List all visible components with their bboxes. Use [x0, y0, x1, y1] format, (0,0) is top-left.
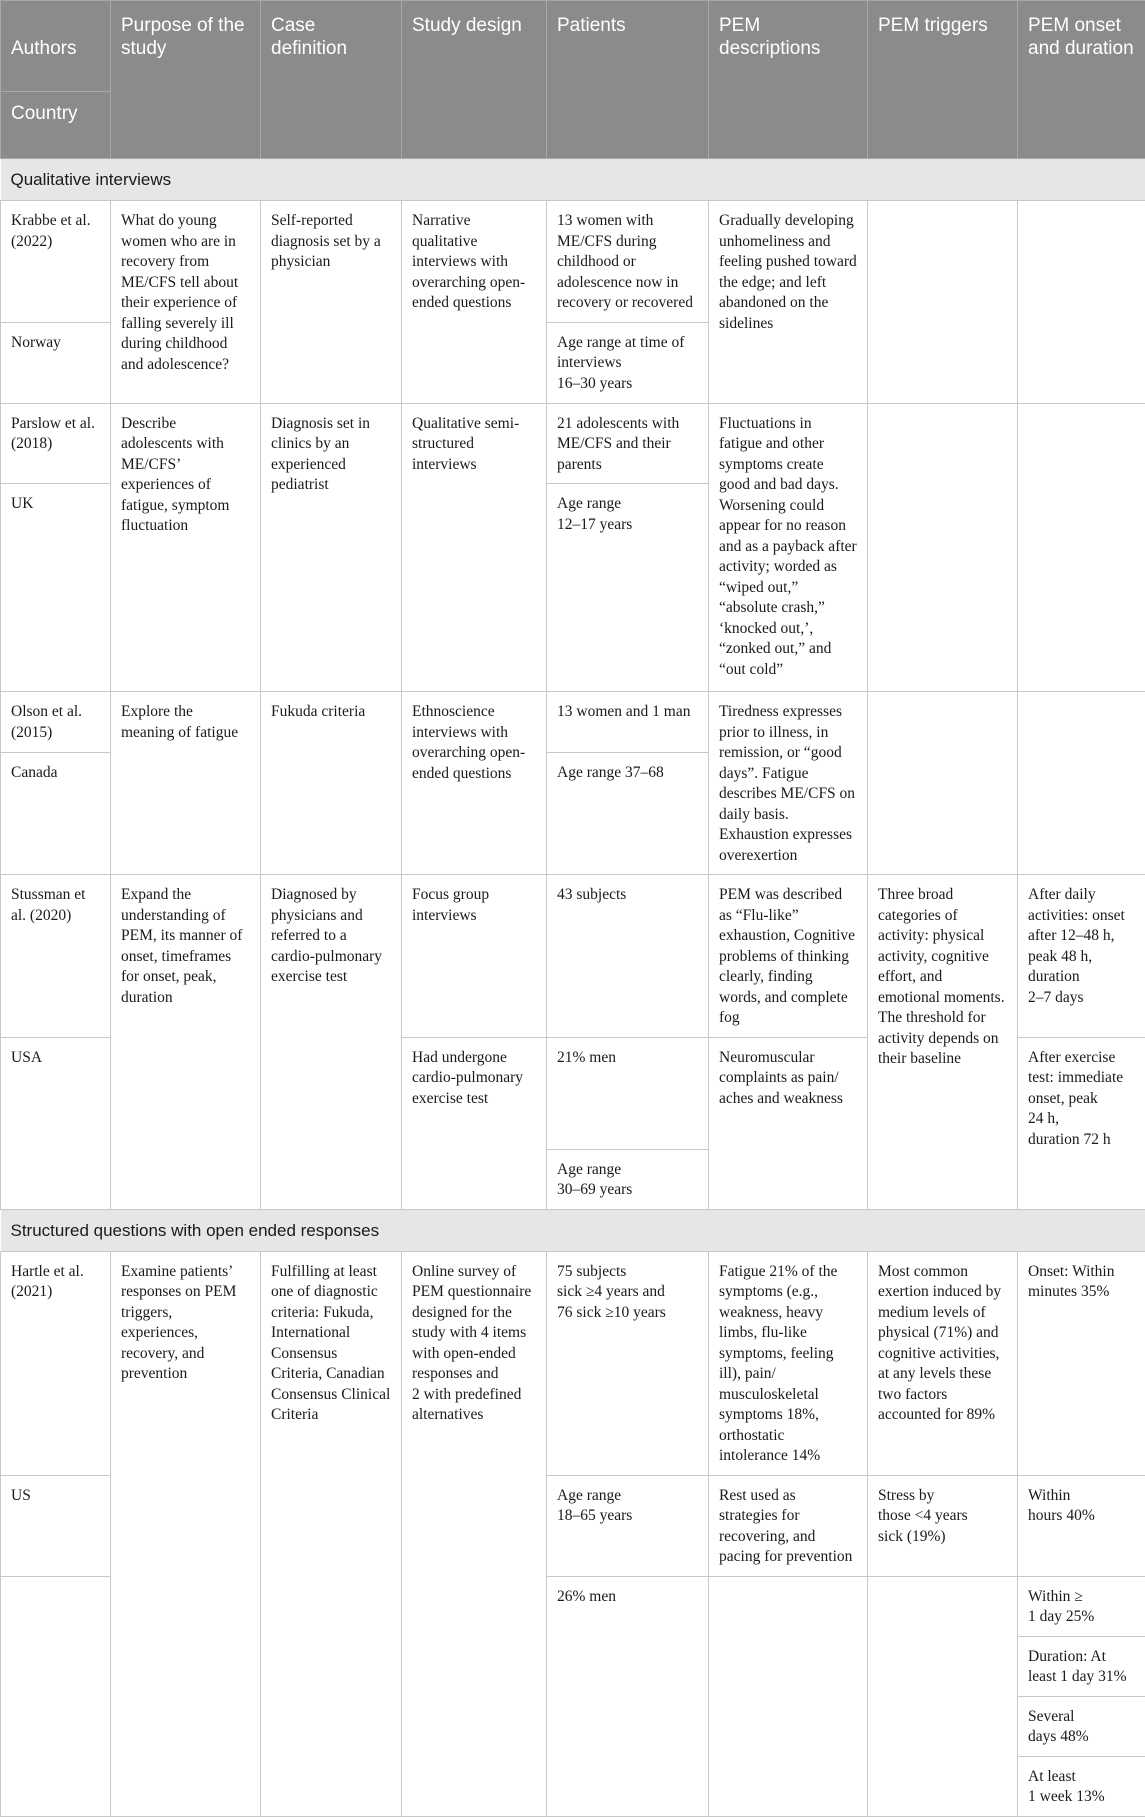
pem-onset-cell: After exercise test: immediate onset, peak 24 h, duration 72 h [1018, 1037, 1145, 1209]
header-pem-triggers: PEM triggers [868, 1, 1018, 159]
patients-cell: Age range at time of interviews 16–30 years [547, 322, 709, 403]
patients-cell: Age range 12–17 years [547, 484, 709, 692]
header-country: Country [1, 91, 110, 135]
pem-onset-cell: Several days 48% [1018, 1696, 1145, 1756]
authors-cell: Parslow et al. (2018) [1, 403, 111, 484]
study-design-cell: Narrative qualitative interviews with overarching open-ended questions [402, 201, 547, 404]
header-authors-country [1, 1, 111, 159]
header-pem-descriptions: PEM descriptions [709, 1, 868, 159]
case-definition-cell: Diagnosed by physicians and referred to a cardio-pulmonary exercise test [261, 875, 402, 1210]
country-cell: Canada [1, 752, 111, 874]
study-design-cell: Qualitative semi-structured interviews [402, 403, 547, 692]
pem-triggers-cell [868, 692, 1018, 875]
table-row [1, 201, 1145, 323]
patients-cell: 75 subjects sick ≥4 years and 76 sick ≥10 years [547, 1251, 709, 1475]
authors-cell: Krabbe et al. (2022) [1, 201, 111, 323]
pem-description-cell: Fluctuations in fatigue and other symptoms create good and bad days. Worsening could appear for no reason and as a payback after activity; worded as “wiped out,” “absolute crash,” ‘knocked out,’, “zonked out,” and “out cold” [709, 403, 868, 692]
purpose-cell: Expand the understanding of PEM, its manner of onset, timeframes for onset, peak, duration [111, 875, 261, 1210]
pem-triggers-cell: Three broad categories of activity: physical activity, cognitive effort, and emotional moments. The threshold for activity depends on their baseline [868, 875, 1018, 1210]
pem-onset-cell: Within ≥ 1 day 25% [1018, 1576, 1145, 1636]
country-cell: Norway [1, 322, 111, 403]
pem-description-cell: Rest used as strategies for recovering, and pacing for prevention [709, 1475, 868, 1576]
study-design-cell: Online survey of PEM questionnaire designed for the study with 4 items with open-ended responses and 2 with predefined alternatives [402, 1251, 547, 1816]
pem-description-cell: PEM was described as “Flu-like” exhaustion, Cognitive problems of thinking clearly, finding words, and complete fog [709, 875, 868, 1038]
case-definition-cell: Self-reported diagnosis set by a physician [261, 201, 402, 404]
pem-onset-cell: At least 1 week 13% [1018, 1756, 1145, 1816]
section-row [1, 159, 1145, 201]
header-pem-onset: PEM onset and duration [1018, 1, 1145, 159]
header-purpose: Purpose of the study [111, 1, 261, 159]
country-cell [1, 1576, 111, 1816]
case-definition-cell: Fukuda criteria [261, 692, 402, 875]
patients-cell: Age range 30–69 years [547, 1149, 709, 1209]
authors-cell: Hartle et al. (2021) [1, 1251, 111, 1475]
case-definition-cell: Fulfilling at least one of diagnostic criteria: Fukuda, International Consensus Criteria, Canadian Consensus Clinical Criteria [261, 1251, 402, 1816]
patients-cell: 13 women and 1 man [547, 692, 709, 753]
header-case-definition: Case definition [261, 1, 402, 159]
pem-description-cell: Fatigue 21% of the symptoms (e.g., weakness, heavy limbs, flu-like symptoms, feeling ill), pain/ musculoskeletal symptoms 18%, orthostatic intolerance 14% [709, 1251, 868, 1475]
patients-cell: Age range 18–65 years [547, 1475, 709, 1576]
table-row [1, 875, 1145, 1038]
pem-onset-cell [1018, 403, 1145, 692]
study-design-cell: Had undergone cardio-pulmonary exercise test [402, 1037, 547, 1209]
country-cell: USA [1, 1037, 111, 1209]
pem-onset-cell: Within hours 40% [1018, 1475, 1145, 1576]
pem-onset-cell [1018, 692, 1145, 875]
pem-triggers-cell [868, 201, 1018, 404]
patients-cell: 21% men [547, 1037, 709, 1149]
purpose-cell: Examine patients’ responses on PEM triggers, experiences, recovery, and prevention [111, 1251, 261, 1816]
pem-description-cell: Tiredness expresses prior to illness, in remission, or “good days”. Fatigue describes ME/CFS on daily basis. Exhaustion expresses overexertion [709, 692, 868, 875]
pem-description-cell: Gradually developing unhomeliness and feeling pushed toward the edge; and left abandoned on the sidelines [709, 201, 868, 404]
section-qualitative: Qualitative interviews [1, 159, 1145, 201]
pem-triggers-cell [868, 403, 1018, 692]
purpose-cell: What do young women who are in recovery from ME/CFS tell about their experience of falling severely ill during childhood and adolescence? [111, 201, 261, 404]
patients-cell: 13 women with ME/CFS during childhood or adolescence now in recovery or recovered [547, 201, 709, 323]
pem-onset-cell: Duration: At least 1 day 31% [1018, 1636, 1145, 1696]
section-row [1, 1209, 1145, 1251]
authors-cell: Stussman et al. (2020) [1, 875, 111, 1038]
patients-cell: Age range 37–68 [547, 752, 709, 874]
header-patients: Patients [547, 1, 709, 159]
pem-triggers-cell [868, 1576, 1018, 1816]
purpose-cell: Explore the meaning of fatigue [111, 692, 261, 875]
header-study-design: Study design [402, 1, 547, 159]
study-design-cell: Focus group interviews [402, 875, 547, 1038]
header-authors: Authors [1, 24, 110, 68]
country-cell: UK [1, 484, 111, 692]
table-row [1, 692, 1145, 753]
case-definition-cell: Diagnosis set in clinics by an experienced pediatrist [261, 403, 402, 692]
purpose-cell: Describe adolescents with ME/CFS’ experiences of fatigue, symptom fluctuation [111, 403, 261, 692]
pem-description-cell [709, 1576, 868, 1816]
pem-onset-cell: After daily activities: onset after 12–48 h, peak 48 h, duration 2–7 days [1018, 875, 1145, 1038]
authors-cell: Olson et al. (2015) [1, 692, 111, 753]
country-cell: US [1, 1475, 111, 1576]
pem-onset-cell: Onset: Within minutes 35% [1018, 1251, 1145, 1475]
pem-triggers-cell: Most common exertion induced by medium levels of physical (71%) and cognitive activities, at any levels these two factors accounted for 89% [868, 1251, 1018, 1475]
patients-cell: 26% men [547, 1576, 709, 1816]
patients-cell: 21 adolescents with ME/CFS and their parents [547, 403, 709, 484]
section-structured: Structured questions with open ended responses [1, 1209, 1145, 1251]
pem-onset-cell [1018, 201, 1145, 404]
table-row [1, 403, 1145, 484]
patients-cell: 43 subjects [547, 875, 709, 1038]
pem-description-cell: Neuromuscular complaints as pain/ aches and weakness [709, 1037, 868, 1209]
table-row [1, 1251, 1145, 1475]
pem-triggers-cell: Stress by those <4 years sick (19%) [868, 1475, 1018, 1576]
study-design-cell: Ethnoscience interviews with overarching open-ended questions [402, 692, 547, 875]
header-row [1, 1, 1145, 159]
